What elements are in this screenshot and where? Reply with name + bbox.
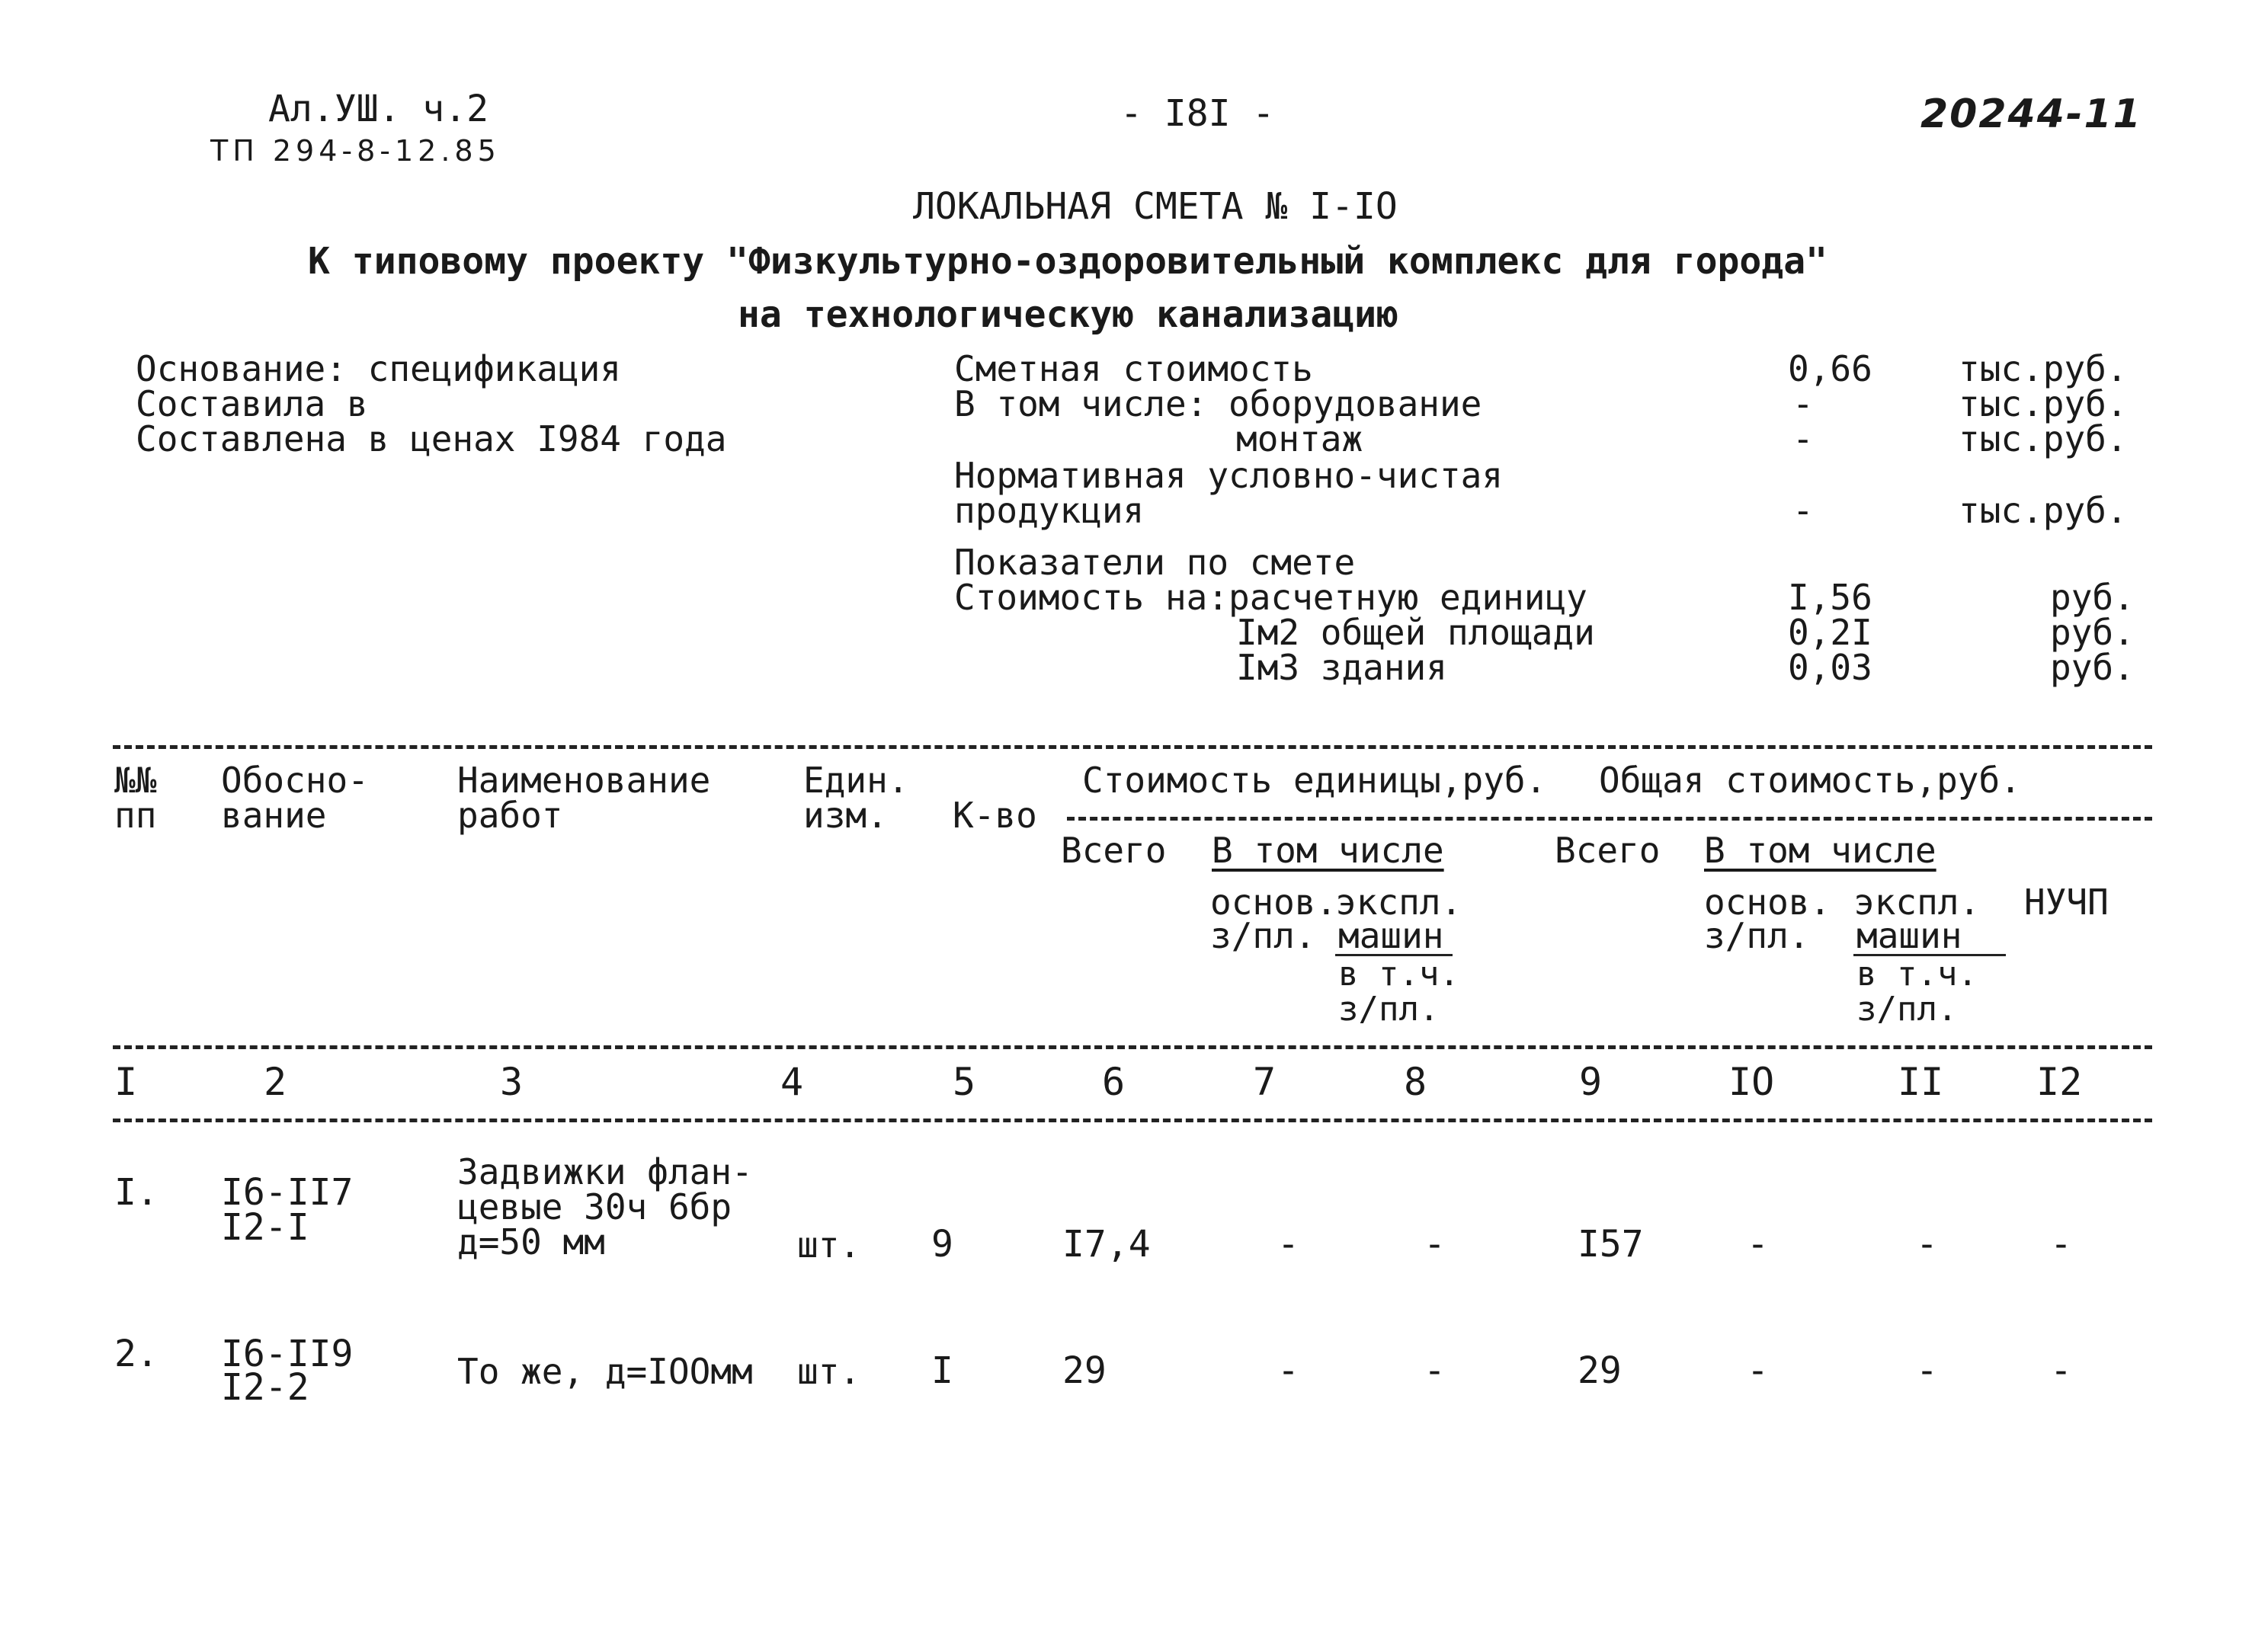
col-number-11: II bbox=[1898, 1060, 1944, 1104]
col-number-3: 3 bbox=[500, 1060, 524, 1104]
document-subtitle: К типовому проекту "Физкультурно-оздоровительный комплекс для города" bbox=[308, 240, 1828, 283]
unit-machines-header: экспл. bbox=[1335, 882, 1462, 923]
row-unit-machines: - bbox=[1424, 1349, 1446, 1392]
installation-label: монтаж bbox=[1236, 418, 1363, 459]
norm-product-unit: тыс.руб. bbox=[1959, 490, 2128, 531]
numbers-bottom-rule bbox=[113, 1119, 2152, 1122]
row-total: I57 bbox=[1578, 1223, 1644, 1266]
estimate-cost-unit: тыс.руб. bbox=[1959, 348, 2128, 389]
cost-per-unit-unit: руб. bbox=[2050, 577, 2135, 618]
norm-product-value: - bbox=[1792, 490, 1814, 531]
row-unit: шт. bbox=[797, 1351, 861, 1392]
project-code: ТП 294-8-12.85 bbox=[210, 134, 501, 168]
row-total-machines: - bbox=[1916, 1349, 1938, 1392]
col-number-5: 5 bbox=[953, 1060, 976, 1104]
col-number-9: 9 bbox=[1579, 1060, 1603, 1104]
col-number-12: I2 bbox=[2036, 1060, 2083, 1104]
equipment-value: - bbox=[1792, 383, 1814, 424]
col-qty-header: К-во bbox=[953, 795, 1037, 836]
unit-incl-wage-header-2: з/пл. bbox=[1338, 990, 1440, 1029]
col-number-header-2: пп bbox=[114, 795, 157, 836]
row-total-machines: - bbox=[1916, 1223, 1938, 1266]
unit-basic-wage-header: основ. bbox=[1210, 882, 1337, 923]
col-number-7: 7 bbox=[1253, 1060, 1277, 1104]
estimate-cost-label: Сметная стоимость bbox=[954, 348, 1313, 389]
total-basic-wage-header-2: з/пл. bbox=[1704, 915, 1810, 956]
row-basis: I6-II9 bbox=[221, 1333, 354, 1375]
col-unit-header: Един. bbox=[803, 760, 909, 801]
row-unit-machines: - bbox=[1424, 1223, 1446, 1266]
row-number: I. bbox=[114, 1171, 159, 1214]
total-incl-wage-header-2: з/пл. bbox=[1856, 990, 1958, 1029]
col-unit-header-2: изм. bbox=[803, 795, 888, 836]
archive-number: 20244-11 bbox=[1920, 91, 2142, 137]
unit-incl-header: В том числе bbox=[1212, 830, 1444, 871]
equipment-label: В том числе: оборудование bbox=[954, 383, 1482, 424]
installation-value: - bbox=[1792, 418, 1814, 459]
row-quantity: 9 bbox=[931, 1223, 953, 1266]
document-reference: Ал.УШ. ч.2 bbox=[268, 88, 489, 130]
group-header-rule bbox=[1067, 817, 2152, 821]
unit-basic-wage-header-2: з/пл. bbox=[1210, 915, 1316, 956]
total-cost-group-header: Общая стоимость,руб. bbox=[1599, 760, 2021, 801]
page-number: - I8I - bbox=[1120, 92, 1275, 135]
row-total: 29 bbox=[1578, 1349, 1622, 1392]
cost-per-unit-value: I,56 bbox=[1788, 577, 1872, 618]
col-number-2: 2 bbox=[264, 1060, 287, 1104]
cost-per-m2-value: 0,2I bbox=[1788, 612, 1872, 653]
col-basis-header: Обосно- bbox=[221, 760, 369, 801]
row-unit-total: 29 bbox=[1062, 1349, 1107, 1392]
installation-unit: тыс.руб. bbox=[1959, 418, 2128, 459]
row-work-name: Задвижки флан- bbox=[457, 1151, 753, 1192]
row-quantity: I bbox=[931, 1349, 953, 1392]
col-number-4: 4 bbox=[780, 1060, 804, 1104]
nuchp-header: НУЧП bbox=[2024, 882, 2109, 923]
row-total-wage: - bbox=[1747, 1349, 1769, 1392]
total-total-header: Всего bbox=[1555, 830, 1661, 871]
col-name-header-2: работ bbox=[457, 795, 563, 836]
table-top-rule bbox=[113, 745, 2152, 749]
cost-per-m2-unit: руб. bbox=[2050, 612, 2135, 653]
row-number: 2. bbox=[114, 1333, 159, 1375]
total-incl-header: В том числе bbox=[1704, 830, 1936, 871]
row-work-name-3: д=50 мм bbox=[457, 1221, 605, 1263]
total-incl-wage-header: в т.ч. bbox=[1856, 955, 1978, 994]
estimate-cost-value: 0,66 bbox=[1788, 348, 1872, 389]
cost-per-unit-label: Стоимость на:расчетную единицу bbox=[954, 577, 1587, 618]
unit-cost-group-header: Стоимость единицы,руб. bbox=[1082, 760, 1547, 801]
col-name-header: Наименование bbox=[457, 760, 711, 801]
col-number-10: IO bbox=[1728, 1060, 1775, 1104]
header-bottom-rule bbox=[113, 1045, 2152, 1049]
row-unit-total: I7,4 bbox=[1062, 1223, 1151, 1266]
unit-incl-wage-header: в т.ч. bbox=[1338, 955, 1459, 994]
total-machines-header: экспл. bbox=[1853, 882, 1981, 923]
document-title: ЛОКАЛЬНАЯ СМЕТА № I-IO bbox=[913, 185, 1398, 228]
price-level-line: Составлена в ценах I984 года bbox=[136, 418, 727, 459]
equipment-unit: тыс.руб. bbox=[1959, 383, 2128, 424]
row-work-name-2: цевые 30ч 6бр bbox=[457, 1186, 732, 1227]
total-basic-wage-header: основ. bbox=[1704, 882, 1831, 923]
row-work-name: То же, д=IOOмм bbox=[457, 1351, 753, 1392]
document-subtitle-2: на технологическую канализацию bbox=[738, 293, 1398, 336]
norm-product-label: Нормативная условно-чистая bbox=[954, 455, 1504, 496]
cost-per-m3-unit: руб. bbox=[2050, 647, 2135, 688]
col-number-8: 8 bbox=[1404, 1060, 1427, 1104]
unit-machines-header-2: машин bbox=[1338, 915, 1444, 956]
row-nuchp: - bbox=[2050, 1349, 2072, 1392]
row-basis-2: I2-I bbox=[221, 1206, 309, 1249]
total-machines-header-2: машин bbox=[1856, 915, 1962, 956]
basis-line: Основание: спецификация bbox=[136, 348, 621, 389]
unit-total-header: Всего bbox=[1061, 830, 1167, 871]
indicators-label: Показатели по смете bbox=[954, 542, 1356, 583]
row-total-wage: - bbox=[1747, 1223, 1769, 1266]
row-nuchp: - bbox=[2050, 1223, 2072, 1266]
row-unit-wage: - bbox=[1277, 1223, 1299, 1266]
col-basis-header-2: вание bbox=[221, 795, 327, 836]
col-number-header: №№ bbox=[114, 760, 157, 801]
norm-product-label-2: продукция bbox=[954, 490, 1145, 531]
cost-per-m3-label: Iм3 здания bbox=[1236, 647, 1447, 688]
compiled-by-line: Составила в bbox=[136, 383, 368, 424]
col-number-1: I bbox=[114, 1060, 138, 1104]
row-unit-wage: - bbox=[1277, 1349, 1299, 1392]
row-unit: шт. bbox=[797, 1224, 861, 1266]
cost-per-m3-value: 0,03 bbox=[1788, 647, 1872, 688]
row-basis: I6-II7 bbox=[221, 1171, 354, 1214]
row-basis-2: I2-2 bbox=[221, 1366, 309, 1409]
col-number-6: 6 bbox=[1102, 1060, 1126, 1104]
cost-per-m2-label: Iм2 общей площади bbox=[1236, 612, 1595, 653]
